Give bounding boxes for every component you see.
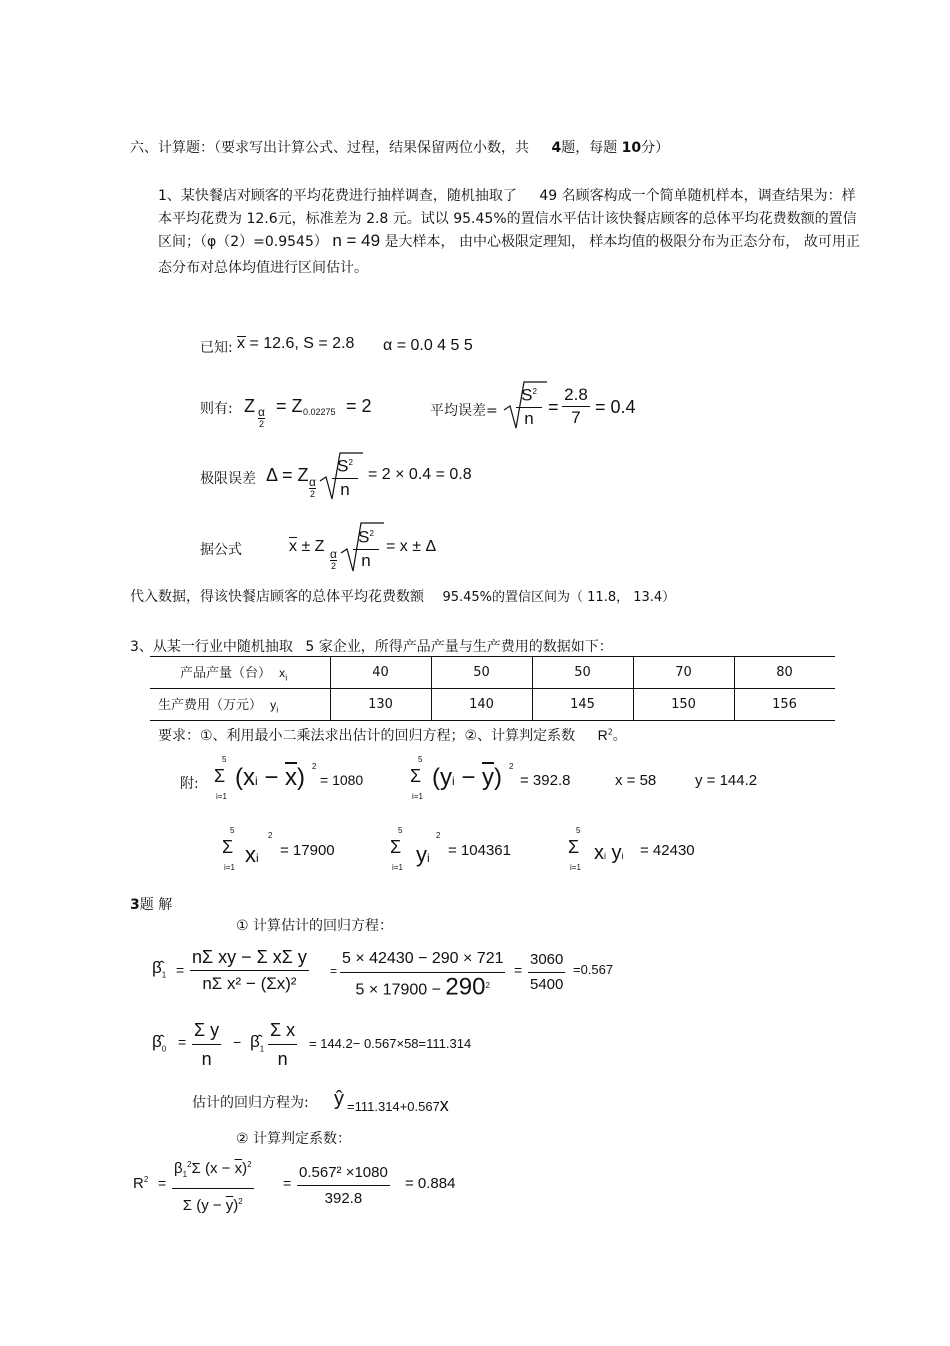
- syy-exp: 2: [509, 762, 514, 771]
- delta-z: Δ = Z: [266, 465, 309, 485]
- sol-label: 题 解: [139, 897, 173, 913]
- eq-sign-1: =: [548, 397, 559, 417]
- y2-exp: 2: [436, 831, 441, 840]
- table-cell: 80: [734, 657, 835, 689]
- ybar-value: y = 144.2: [695, 772, 758, 789]
- frac-28-7: $\frac{2.8}{7}$: [562, 384, 590, 429]
- yhat-symbol: ŷ: [334, 1088, 344, 1110]
- data-table: [150, 656, 835, 721]
- section-end: 分）: [641, 140, 670, 156]
- eq-sign: =: [514, 962, 523, 978]
- table-cell: 145: [532, 689, 633, 721]
- x2-exp: 2: [268, 831, 273, 840]
- z-symbol: Z: [244, 396, 255, 416]
- then-label: 则有:: [200, 401, 233, 417]
- beta1-formula: $\frac{\text{nΣ xy − Σ xΣ y}}{\text{nΣ x² − (Σx)²}}$: [190, 944, 309, 997]
- beta0-result: = 144.2− 0.567×58=111.314: [309, 1036, 472, 1051]
- z-alpha-frac: α 2: [258, 405, 265, 429]
- q3-intro-a: 3、从某一行业中随机抽取: [130, 639, 293, 655]
- step2: ② 计算判定系数：: [236, 1131, 352, 1147]
- xy-value: = 42430: [640, 842, 695, 859]
- eq-sign: =: [158, 1175, 167, 1191]
- conclusion-b: 95.45%的置信区间为（ 11.8， 13.4）: [442, 590, 676, 605]
- z-result: = 2: [346, 396, 372, 416]
- table-cell: 50: [532, 657, 633, 689]
- y2-value: = 104361: [448, 842, 511, 859]
- points-value: 10: [621, 140, 642, 156]
- r2-result: = 0.884: [405, 1175, 456, 1192]
- sxx-term: $(xi - \overline{x})$: [235, 764, 306, 791]
- table-cell: 70: [633, 657, 734, 689]
- xbar-value: x = 58: [615, 772, 657, 789]
- formula-alpha-frac: α 2: [330, 547, 337, 571]
- table-row: [150, 689, 835, 721]
- r2-formula: $\frac{\beta_1^2\Sigma (x - \overline{x})^2}{\Sigma (y - \overline{y})^2}$: [172, 1152, 254, 1219]
- q3-intro: [130, 636, 613, 656]
- known-label: 已知:: [200, 340, 233, 356]
- alpha-expr: α = 0.0 4 5 5: [383, 337, 473, 354]
- row-header-cost: 生产费用（万元） $y_i$: [150, 689, 330, 721]
- table-cell: 150: [633, 689, 734, 721]
- requirement: 要求：①、利用最小二乘法求出估计的回归方程；②、计算判定系数 $R^2$。: [158, 727, 627, 744]
- r2-symbol: $R^2$: [133, 1175, 149, 1192]
- syy-value: = 392.8: [520, 772, 571, 789]
- eq-value: =111.314+0.567x: [347, 1095, 449, 1115]
- eq-label: 估计的回归方程为:: [192, 1095, 309, 1111]
- known-expr: x = 12.6, S = 2.8: [237, 335, 355, 352]
- b0-sum-y: $\frac{\text{Σ y}}{n}$: [192, 1016, 221, 1073]
- z-sub: 0.02275: [303, 407, 336, 417]
- q1-line3-b: n = 49: [332, 231, 381, 250]
- table-row: [150, 657, 835, 689]
- sxx-exp: 2: [312, 762, 317, 771]
- eq-sign: =: [178, 1034, 187, 1050]
- avg-err-label: 平均误差=: [430, 403, 498, 419]
- conclusion: [130, 586, 675, 606]
- beta1-result: =0.567: [573, 962, 614, 977]
- avg-err-result: = 0.4: [595, 397, 636, 417]
- attach-label: 附:: [180, 776, 199, 792]
- sxx-value: = 1080: [320, 772, 364, 788]
- beta0-symbol: $\betâ_0$: [152, 1032, 167, 1054]
- table-cell: 140: [431, 689, 532, 721]
- formula-s2-over-n: $\frac{S^2}{n}$: [353, 523, 379, 572]
- xbar-line: [237, 336, 246, 337]
- syy-term: $(yi - \overline{y})$: [432, 764, 503, 791]
- beta1-symbol: $\betâ_1$: [152, 958, 167, 980]
- beta1-reduced: $\frac{3060}{5400}$: [528, 948, 565, 997]
- table-cell: 50: [431, 657, 532, 689]
- table-cell: 130: [330, 689, 431, 721]
- b0-sum-x: $\frac{\text{Σ x}}{n}$: [268, 1016, 297, 1073]
- req-b: R: [597, 727, 608, 743]
- limit-result: = 2 × 0.4 = 0.8: [368, 466, 472, 483]
- q3-intro-b: 5 家企业，所得产品产量与生产费用的数据如下：: [305, 639, 613, 655]
- section-title: 六、计算题：（要求写出计算公式、过程，结果保留两位小数，共: [130, 140, 529, 156]
- x2-value: = 17900: [280, 842, 335, 859]
- question-count: 4: [551, 140, 562, 156]
- q1-line4: 态分布对总体均值进行区间估计。: [158, 260, 368, 276]
- row-header-output: 产品产量（台） $x_i$: [150, 657, 330, 689]
- q1-line1-b: 49 名顾客构成一个简单随机样本，调查结果为：样: [539, 188, 856, 204]
- eq-sign: =: [330, 964, 338, 978]
- sol-num: 3: [130, 897, 140, 913]
- y2-term: yi: [416, 842, 430, 867]
- s2-over-n: $\frac{S^2}{n}$: [516, 381, 542, 430]
- z-expr: = Z: [276, 396, 303, 416]
- eq-sign: =: [176, 962, 185, 978]
- q1-line2: 本平均花费为 12.6元，标准差为 2.8 元。试以 95.45%的置信水平估计该快餐店顾客的总体平均花费数额的置信: [158, 211, 857, 227]
- limit-label: 极限误差: [200, 471, 256, 487]
- step1: ① 计算估计的回归方程：: [236, 918, 394, 934]
- xy-term: xi yi: [594, 842, 624, 864]
- formula-result: = x ± Δ: [386, 538, 437, 555]
- section-heading: [130, 137, 669, 157]
- q1-line3-a: 区间；（φ（2）=0.9545）: [158, 234, 328, 250]
- q1-line1-a: 1、某快餐店对顾客的平均花费进行抽样调查，随机抽取了: [158, 188, 517, 204]
- limit-alpha-frac: α 2: [309, 475, 316, 499]
- conclusion-a: 代入数据，得该快餐店顾客的总体平均花费数额: [130, 589, 424, 605]
- limit-s2-over-n: $\frac{S^2}{n}$: [332, 452, 358, 501]
- formula-left: $\overline{x} \pm Z$: [289, 538, 325, 555]
- solution-heading: [130, 894, 172, 914]
- x2-term: xi: [245, 842, 259, 867]
- table-cell: 40: [330, 657, 431, 689]
- beta1-hat: $\betâ_1$: [250, 1032, 265, 1054]
- minus-sign: −: [233, 1034, 242, 1050]
- eq-sign: =: [283, 1175, 292, 1191]
- r2-numeric: $\frac{\text{0.567² ×1080}}{392.8}$: [297, 1160, 390, 1211]
- q1-line3: [158, 231, 860, 251]
- table-cell: 156: [734, 689, 835, 721]
- q1-line1: [158, 185, 856, 205]
- section-mid: 题，每题: [561, 140, 618, 156]
- formula-label: 据公式: [200, 542, 242, 558]
- req-a: 要求：①、利用最小二乘法求出估计的回归方程；②、计算判定系数: [158, 728, 576, 744]
- q1-line3-c: 是大样本， 由中心极限定理知， 样本均值的极限分布为正态分布， 故可用正: [384, 234, 860, 250]
- req-c: 。: [612, 728, 627, 744]
- beta1-numeric: $\frac{5 \times 42430 - 290 \times 721}{5 \times 17900 - 290^2}$: [340, 946, 505, 1003]
